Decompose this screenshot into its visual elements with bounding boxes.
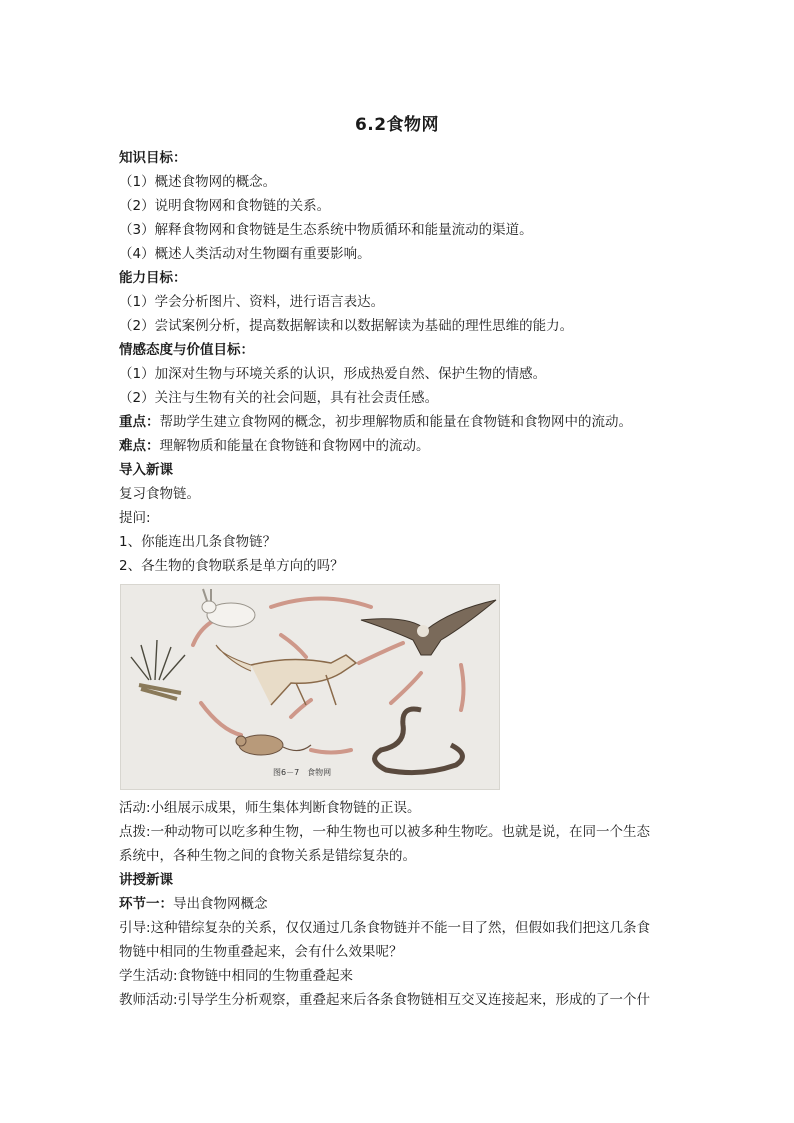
mouse-icon <box>236 735 311 755</box>
student-label: 学生活动: <box>119 968 178 984</box>
step-text: 导出食物网概念 <box>173 896 268 912</box>
activity <box>119 796 679 820</box>
rabbit-icon <box>202 589 255 627</box>
grass-icon <box>131 640 185 699</box>
intro-line: 1、你能连出几条食物链？ <box>119 534 277 550</box>
lecture-step <box>119 892 679 916</box>
fox-icon <box>216 645 356 705</box>
lecture-heading: 讲授新课 <box>119 872 173 888</box>
figure-caption: 图6－7 食物网 <box>273 768 332 777</box>
arrow-mouse-eagle <box>391 673 421 703</box>
food-web-figure <box>120 584 500 790</box>
key-point-label: 重点： <box>119 414 160 430</box>
ability-item: （1）学会分析图片、资料，进行语言表达。 <box>119 294 385 310</box>
difficulty <box>119 434 679 458</box>
arrow-fox-eagle <box>359 643 403 663</box>
attitude-item: （1）加深对生物与环境关系的认识，形成热爱自然、保护生物的情感。 <box>119 366 547 382</box>
knowledge-item: （2）说明食物网和食物链的关系。 <box>119 198 331 214</box>
activity-label: 活动: <box>119 800 151 816</box>
student-activity <box>119 964 679 988</box>
step-label: 环节一： <box>119 896 173 912</box>
activity-text: 小组展示成果，师生集体判断食物链的正误。 <box>150 800 421 816</box>
difficulty-text: 理解物质和能量在食物链和食物网中的流动。 <box>159 438 430 454</box>
food-web-illustration <box>121 585 499 789</box>
teacher-label: 教师活动: <box>119 992 178 1008</box>
key-point <box>119 410 679 434</box>
guide-continued: 物链中相同的生物重叠起来，会有什么效果呢？ <box>119 944 403 960</box>
hint <box>119 820 679 844</box>
document-body <box>119 146 679 1012</box>
knowledge-heading: 知识目标： <box>119 150 187 166</box>
arrow-grass-mouse <box>201 703 241 735</box>
arrow-rabbit-fox <box>281 635 306 657</box>
teacher-activity <box>119 988 679 1012</box>
key-point-text: 帮助学生建立食物网的概念，初步理解物质和能量在食物链和食物网中的流动。 <box>159 414 632 430</box>
intro-line: 提问: <box>119 510 151 526</box>
teacher-text: 引导学生分析观察，重叠起来后各条食物链相互交叉连接起来，形成的了一个什 <box>177 992 651 1008</box>
arrow-snake-eagle <box>461 665 464 710</box>
knowledge-item: （1）概述食物网的概念。 <box>119 174 277 190</box>
ability-item: （2）尝试案例分析，提高数据解读和以数据解读为基础的理性思维的能力。 <box>119 318 574 334</box>
student-text: 食物链中相同的生物重叠起来 <box>177 968 354 984</box>
intro-heading: 导入新课 <box>119 462 173 478</box>
ability-heading: 能力目标： <box>119 270 187 286</box>
guide-label: 引导: <box>119 920 151 936</box>
snake-icon <box>375 709 463 773</box>
guide <box>119 916 679 940</box>
knowledge-item: （4）概述人类活动对生物圈有重要影响。 <box>119 246 371 262</box>
attitude-item: （2）关注与生物有关的社会问题，具有社会责任感。 <box>119 390 439 406</box>
arrow-mouse-fox <box>291 700 311 717</box>
eagle-icon <box>361 600 496 655</box>
hint-continued: 系统中，各种生物之间的食物关系是错综复杂的。 <box>119 848 416 864</box>
page-title: 6.2食物网 <box>354 115 440 135</box>
guide-text: 这种错综复杂的关系，仅仅通过几条食物链并不能一目了然，但假如我们把这几条食 <box>150 920 651 936</box>
difficulty-label: 难点： <box>119 438 160 454</box>
arrow-mouse-snake <box>311 750 351 753</box>
hint-label: 点拨: <box>119 824 151 840</box>
intro-line: 复习食物链。 <box>119 486 200 502</box>
knowledge-item: （3）解释食物网和食物链是生态系统中物质循环和能量流动的渠道。 <box>119 222 533 238</box>
intro-line: 2、各生物的食物联系是单方向的吗？ <box>119 558 344 574</box>
attitude-heading: 情感态度与价值目标： <box>119 342 254 358</box>
hint-text: 一种动物可以吃多种生物，一种生物也可以被多种生物吃。也就是说，在同一个生态 <box>150 824 651 840</box>
arrow-rabbit-eagle <box>271 599 371 608</box>
